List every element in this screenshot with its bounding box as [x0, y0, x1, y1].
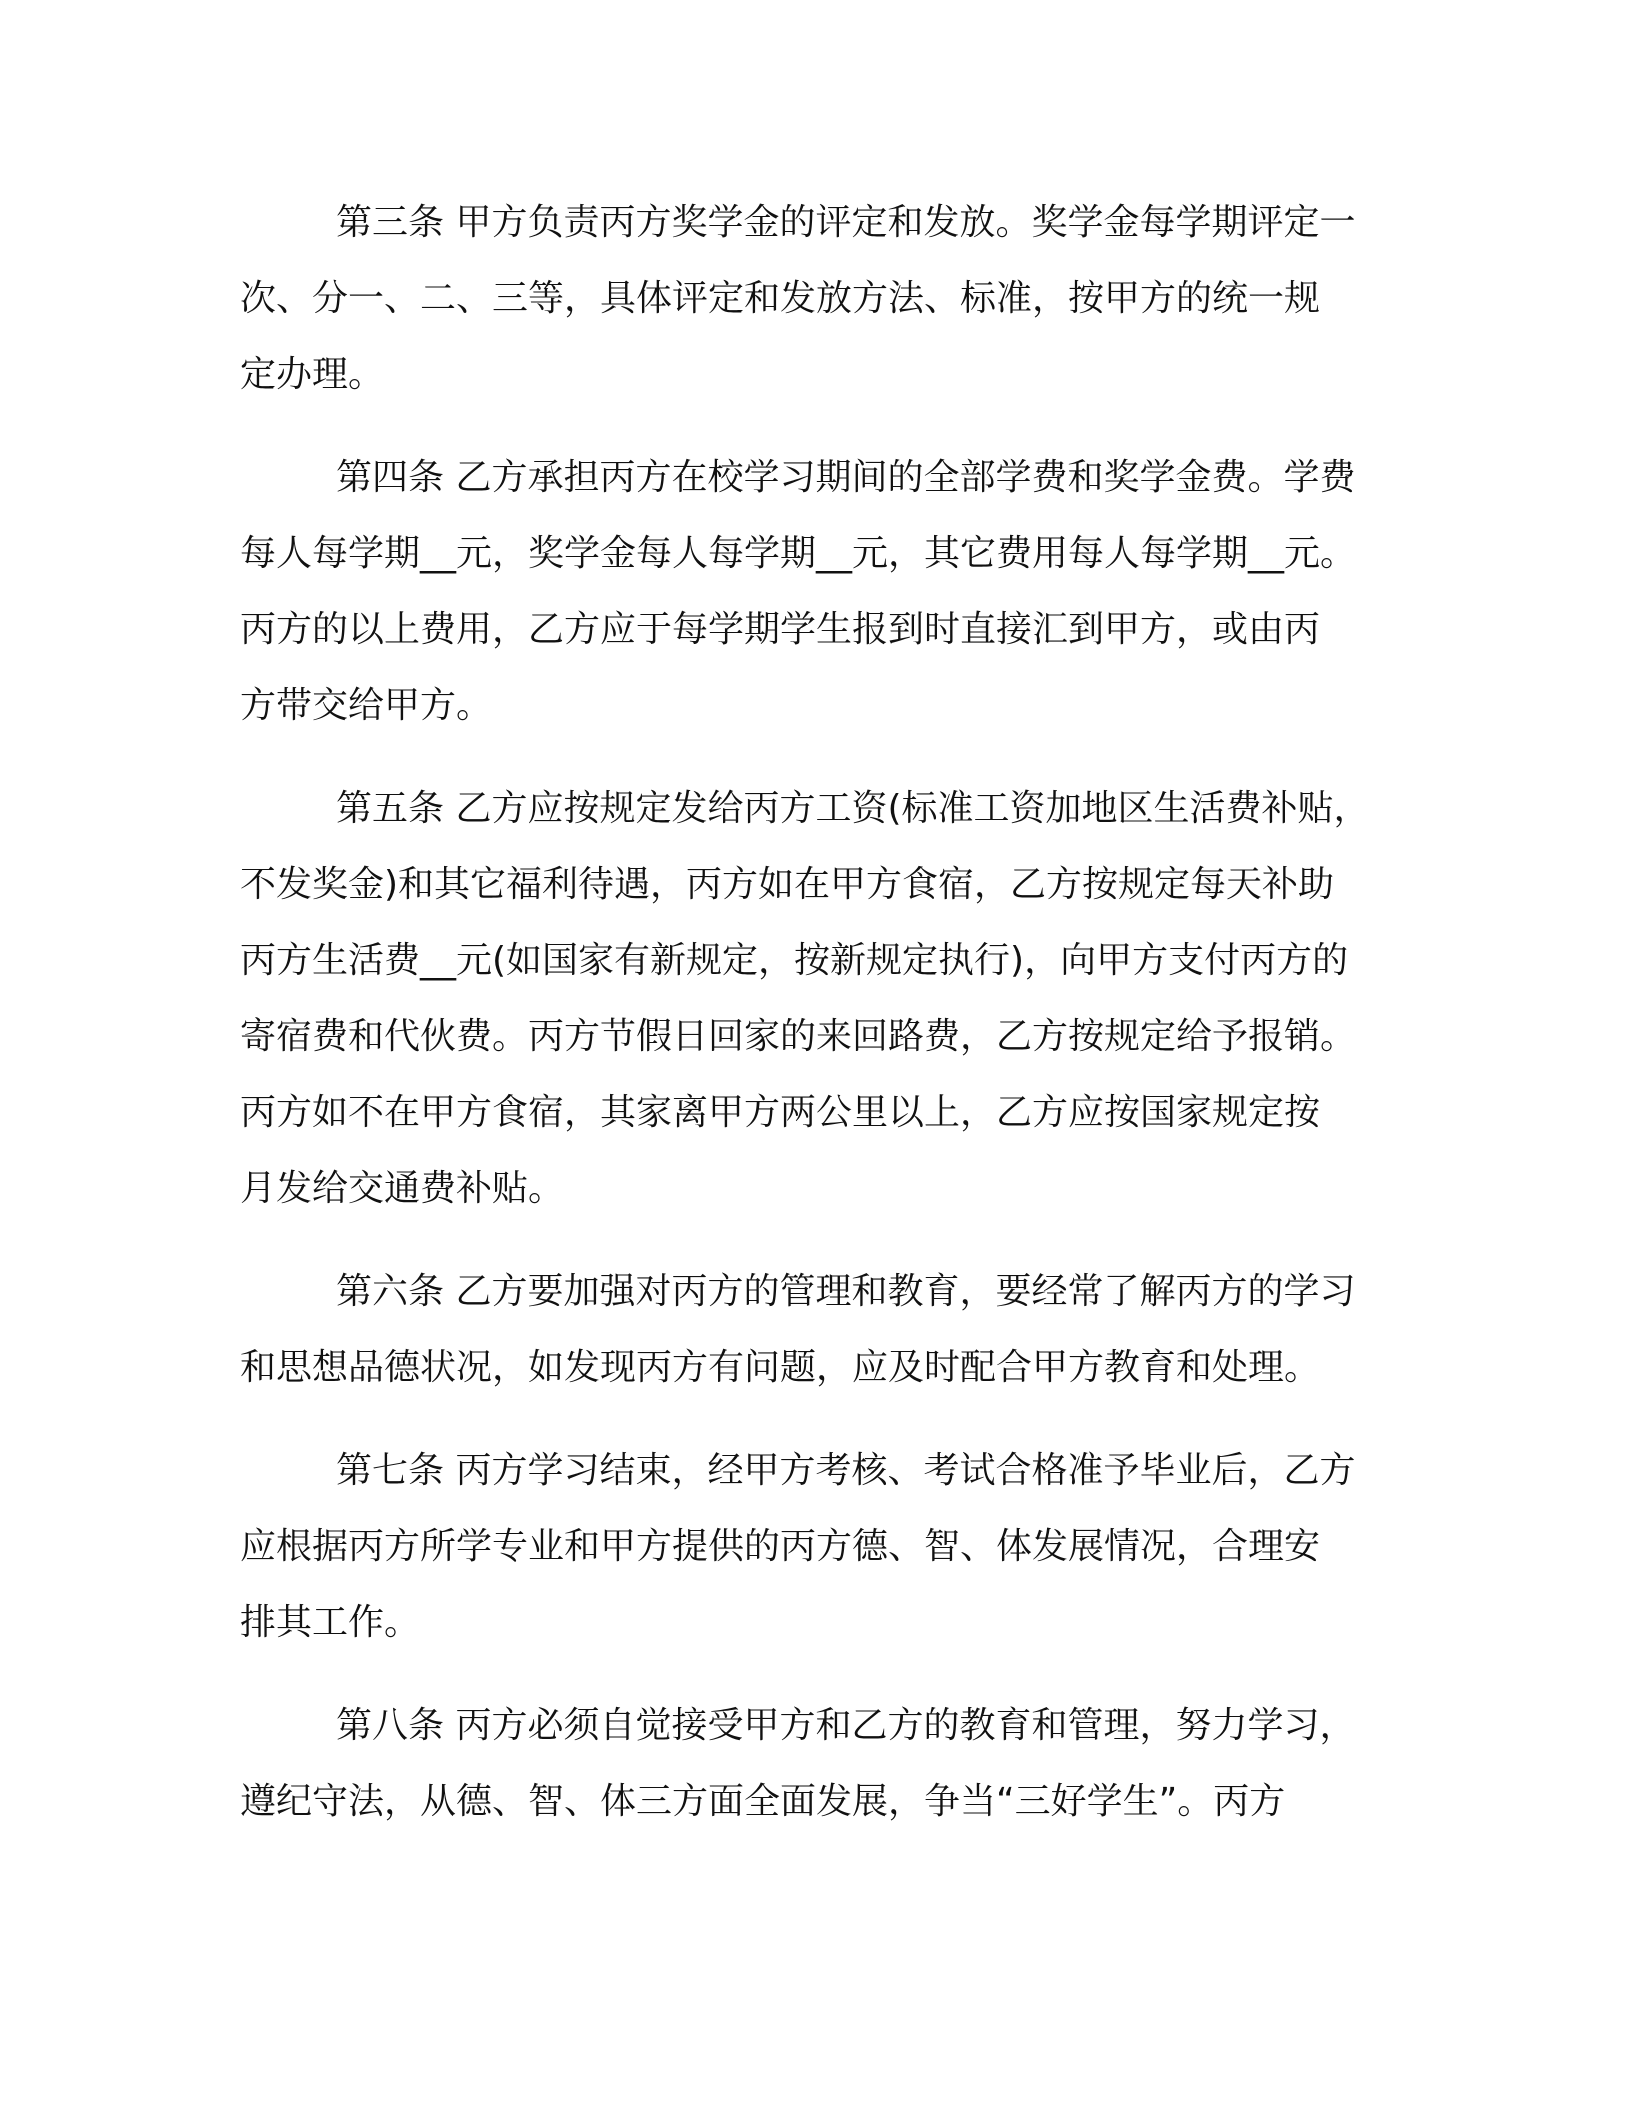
article-7-paragraph: [240, 1433, 1390, 1661]
article-8-paragraph: [240, 1688, 1390, 1840]
text-line: 第五条 乙方应按规定发给丙方工资(标准工资加地区生活费补贴，: [336, 788, 1370, 829]
text-line: 丙方的以上费用，乙方应于每学期学生报到时直接汇到甲方，或由丙: [240, 609, 1321, 650]
article-3-paragraph: [240, 185, 1390, 413]
text-line: 丙方生活费__元(如国家有新规定，按新规定执行)，向甲方支付丙方的: [240, 940, 1349, 981]
text-line: 丙方如不在甲方食宿，其家离甲方两公里以上，乙方应按国家规定按: [240, 1092, 1321, 1133]
text-line: 方带交给甲方。: [240, 685, 493, 726]
text-line: 第七条 丙方学习结束，经甲方考核、考试合格准予毕业后，乙方: [336, 1450, 1356, 1491]
document-body: [240, 185, 1390, 1867]
text-line: 寄宿费和代伙费。丙方节假日回家的来回路费，乙方按规定给予报销。: [240, 1016, 1357, 1057]
text-line: 第三条 甲方负责丙方奖学金的评定和发放。奖学金每学期评定一: [336, 202, 1356, 243]
text-line: 定办理。: [240, 354, 385, 395]
article-4-paragraph: [240, 440, 1390, 744]
text-line: 第四条 乙方承担丙方在校学习期间的全部学费和奖学金费。学费: [336, 457, 1356, 498]
text-line: 月发给交通费补贴。: [240, 1168, 565, 1209]
text-line: 和思想品德状况，如发现丙方有问题，应及时配合甲方教育和处理。: [240, 1347, 1321, 1388]
text-line: 排其工作。: [240, 1602, 421, 1643]
text-line: 遵纪守法，从德、智、体三方面全面发展，争当“三好学生”。丙方: [240, 1781, 1286, 1822]
text-line: 每人每学期__元，奖学金每人每学期__元，其它费用每人每学期__元。: [240, 533, 1357, 574]
text-line: 第六条 乙方要加强对丙方的管理和教育，要经常了解丙方的学习: [336, 1271, 1356, 1312]
text-line: 第八条 丙方必须自觉接受甲方和乙方的教育和管理，努力学习，: [336, 1705, 1356, 1746]
article-6-paragraph: [240, 1254, 1390, 1406]
article-5-paragraph: [240, 771, 1390, 1227]
text-line: 不发奖金)和其它福利待遇，丙方如在甲方食宿，乙方按规定每天补助: [240, 864, 1335, 905]
text-line: 应根据丙方所学专业和甲方提供的丙方德、智、体发展情况，合理安: [240, 1526, 1321, 1567]
text-line: 次、分一、二、三等，具体评定和发放方法、标准，按甲方的统一规: [240, 278, 1321, 319]
